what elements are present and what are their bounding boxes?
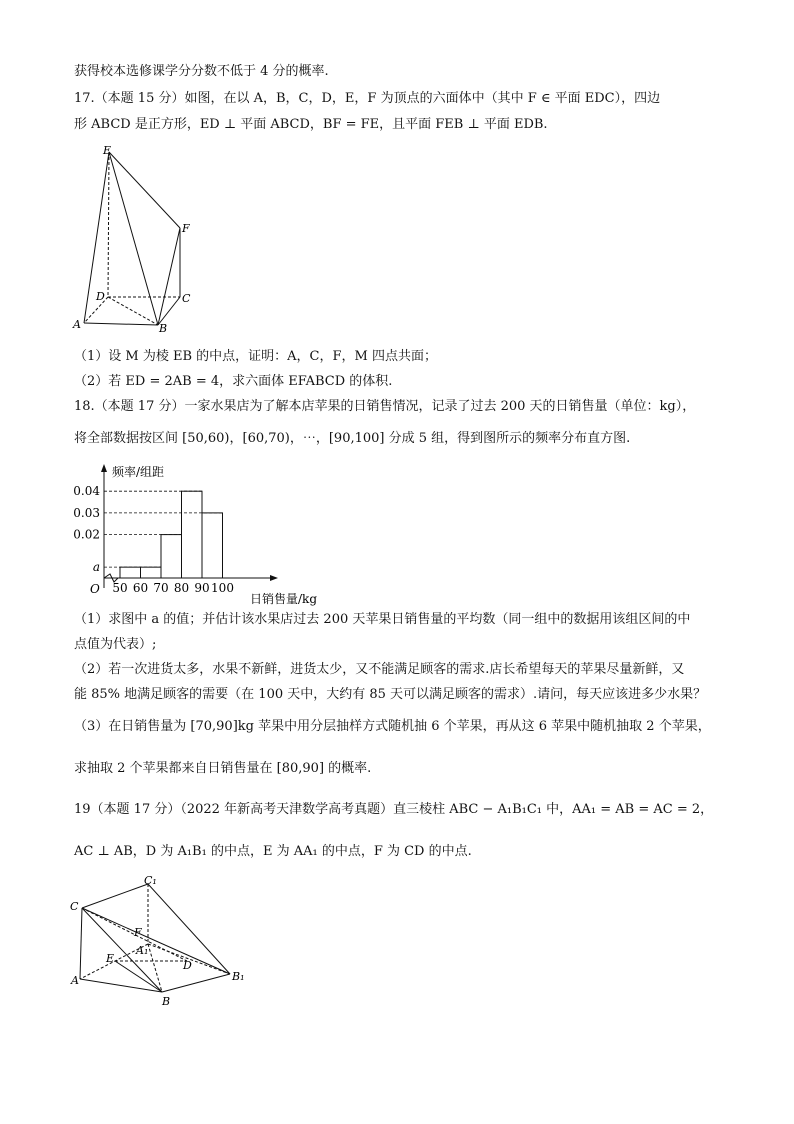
y-tick-label-3: 0.02	[73, 527, 100, 542]
histogram-bar-4	[182, 491, 203, 578]
histogram-bar-3	[161, 535, 182, 578]
problem-18-part-3-line-2: 求抽取 2 个苹果都来自日销售量在 [80,90] 的概率.	[74, 761, 372, 776]
problem-17-part-2: （2）若 ED = 2AB = 4，求六面体 EFABCD 的体积.	[74, 374, 393, 389]
problem-18-line-2: 将全部数据按区间 [50,60)，[60,70)，⋯，[90,100] 分成 5 组，得到图所示的频率分布直方图.	[74, 431, 631, 446]
problem-18-part-1-line-1: （1）求图中 a 的值；并估计该水果店过去 200 天苹果日销售量的平均数（同一组中的数据用该组区间的中	[74, 612, 691, 627]
x-axis-label: 日销售量/kg	[250, 592, 317, 606]
x-tick-label-1: 50	[112, 581, 128, 595]
label-F: F	[182, 222, 190, 235]
x-tick-label-2: 60	[132, 581, 149, 595]
label-D: D	[96, 290, 105, 303]
label-F: F	[134, 926, 142, 939]
y-tick-label-2: 0.03	[73, 505, 100, 520]
x-tick-label-4: 80	[173, 581, 190, 595]
label-C: C	[182, 292, 191, 305]
histogram-bar-1	[120, 567, 141, 578]
histogram-bar-2	[141, 567, 162, 578]
label-A1: A₁	[136, 944, 149, 957]
text-line-1: 获得校本选修课学分分数不低于 4 分的概率.	[74, 64, 329, 79]
problem-17-line-2: 形 ABCD 是正方形，ED ⊥ 平面 ABCD，BF = FE，且平面 FEB ⊥ 平面 EDB.	[74, 117, 548, 132]
label-B1: B₁	[232, 970, 245, 983]
y-axis-label: 频率/组距	[112, 465, 165, 479]
x-tick-label-6: 100	[211, 581, 234, 595]
problem-18-part-3-line-1: （3）在日销售量为 [70,90]kg 苹果中用分层抽样方式随机抽 6 个苹果，再从这 6 苹果中随机抽取 2 个苹果，	[74, 719, 711, 734]
label-A: A	[73, 318, 81, 331]
problem-18-part-1-line-2: 点值为代表）;	[74, 637, 157, 652]
label-B: B	[162, 995, 171, 1008]
y-tick-label-1: 0.04	[73, 484, 100, 499]
histogram-bar-5	[202, 513, 223, 578]
frequency-histogram	[60, 462, 320, 610]
problem-17-part-1: （1）设 M 为棱 EB 的中点，证明：A，C，F，M 四点共面；	[74, 349, 437, 364]
label-C1: C₁	[144, 874, 157, 887]
label-D: D	[183, 959, 192, 972]
problem-18-part-2-line-1: （2）若一次进货太多，水果不新鲜，进货太少，又不能满足顾客的需求.店长希望每天的苹果尽量新鲜，又	[74, 662, 685, 677]
problem-17-line-1: 17.（本题 15 分）如图，在以 A，B，C，D，E，F 为顶点的六面体中（其中 F ∈ 平面 EDC），四边	[74, 91, 661, 106]
x-tick-label-5: 90	[194, 581, 210, 595]
label-A: A	[71, 974, 79, 987]
label-E: E	[106, 952, 115, 965]
problem-19-line-2: AC ⊥ AB，D 为 A₁B₁ 的中点，E 为 AA₁ 的中点，F 为 CD 的中点.	[74, 844, 472, 859]
figure-17-hexahedron	[70, 140, 200, 335]
x-tick-label-3: 70	[153, 581, 169, 595]
figure-19-prism	[66, 872, 256, 1012]
y-tick-label-4: a	[92, 560, 100, 575]
label-E: E	[103, 144, 112, 157]
problem-19-line-1: 19（本题 17 分）（2022 年新高考天津数学高考真题）直三棱柱 ABC − A₁B₁C₁ 中，AA₁ = AB = AC = 2，	[74, 802, 714, 817]
origin-label: O	[90, 582, 100, 596]
label-B: B	[159, 322, 168, 335]
problem-18-part-2-line-2: 能 85% 地满足顾客的需要（在 100 天中，大约有 85 天可以满足顾客的需求）.请问，每天应该进多少水果？	[74, 687, 707, 702]
label-C: C	[70, 900, 79, 913]
problem-18-line-1: 18.（本题 17 分）一家水果店为了解本店苹果的日销售情况，记录了过去 200 天的日销售量（单位：kg），	[74, 399, 696, 414]
